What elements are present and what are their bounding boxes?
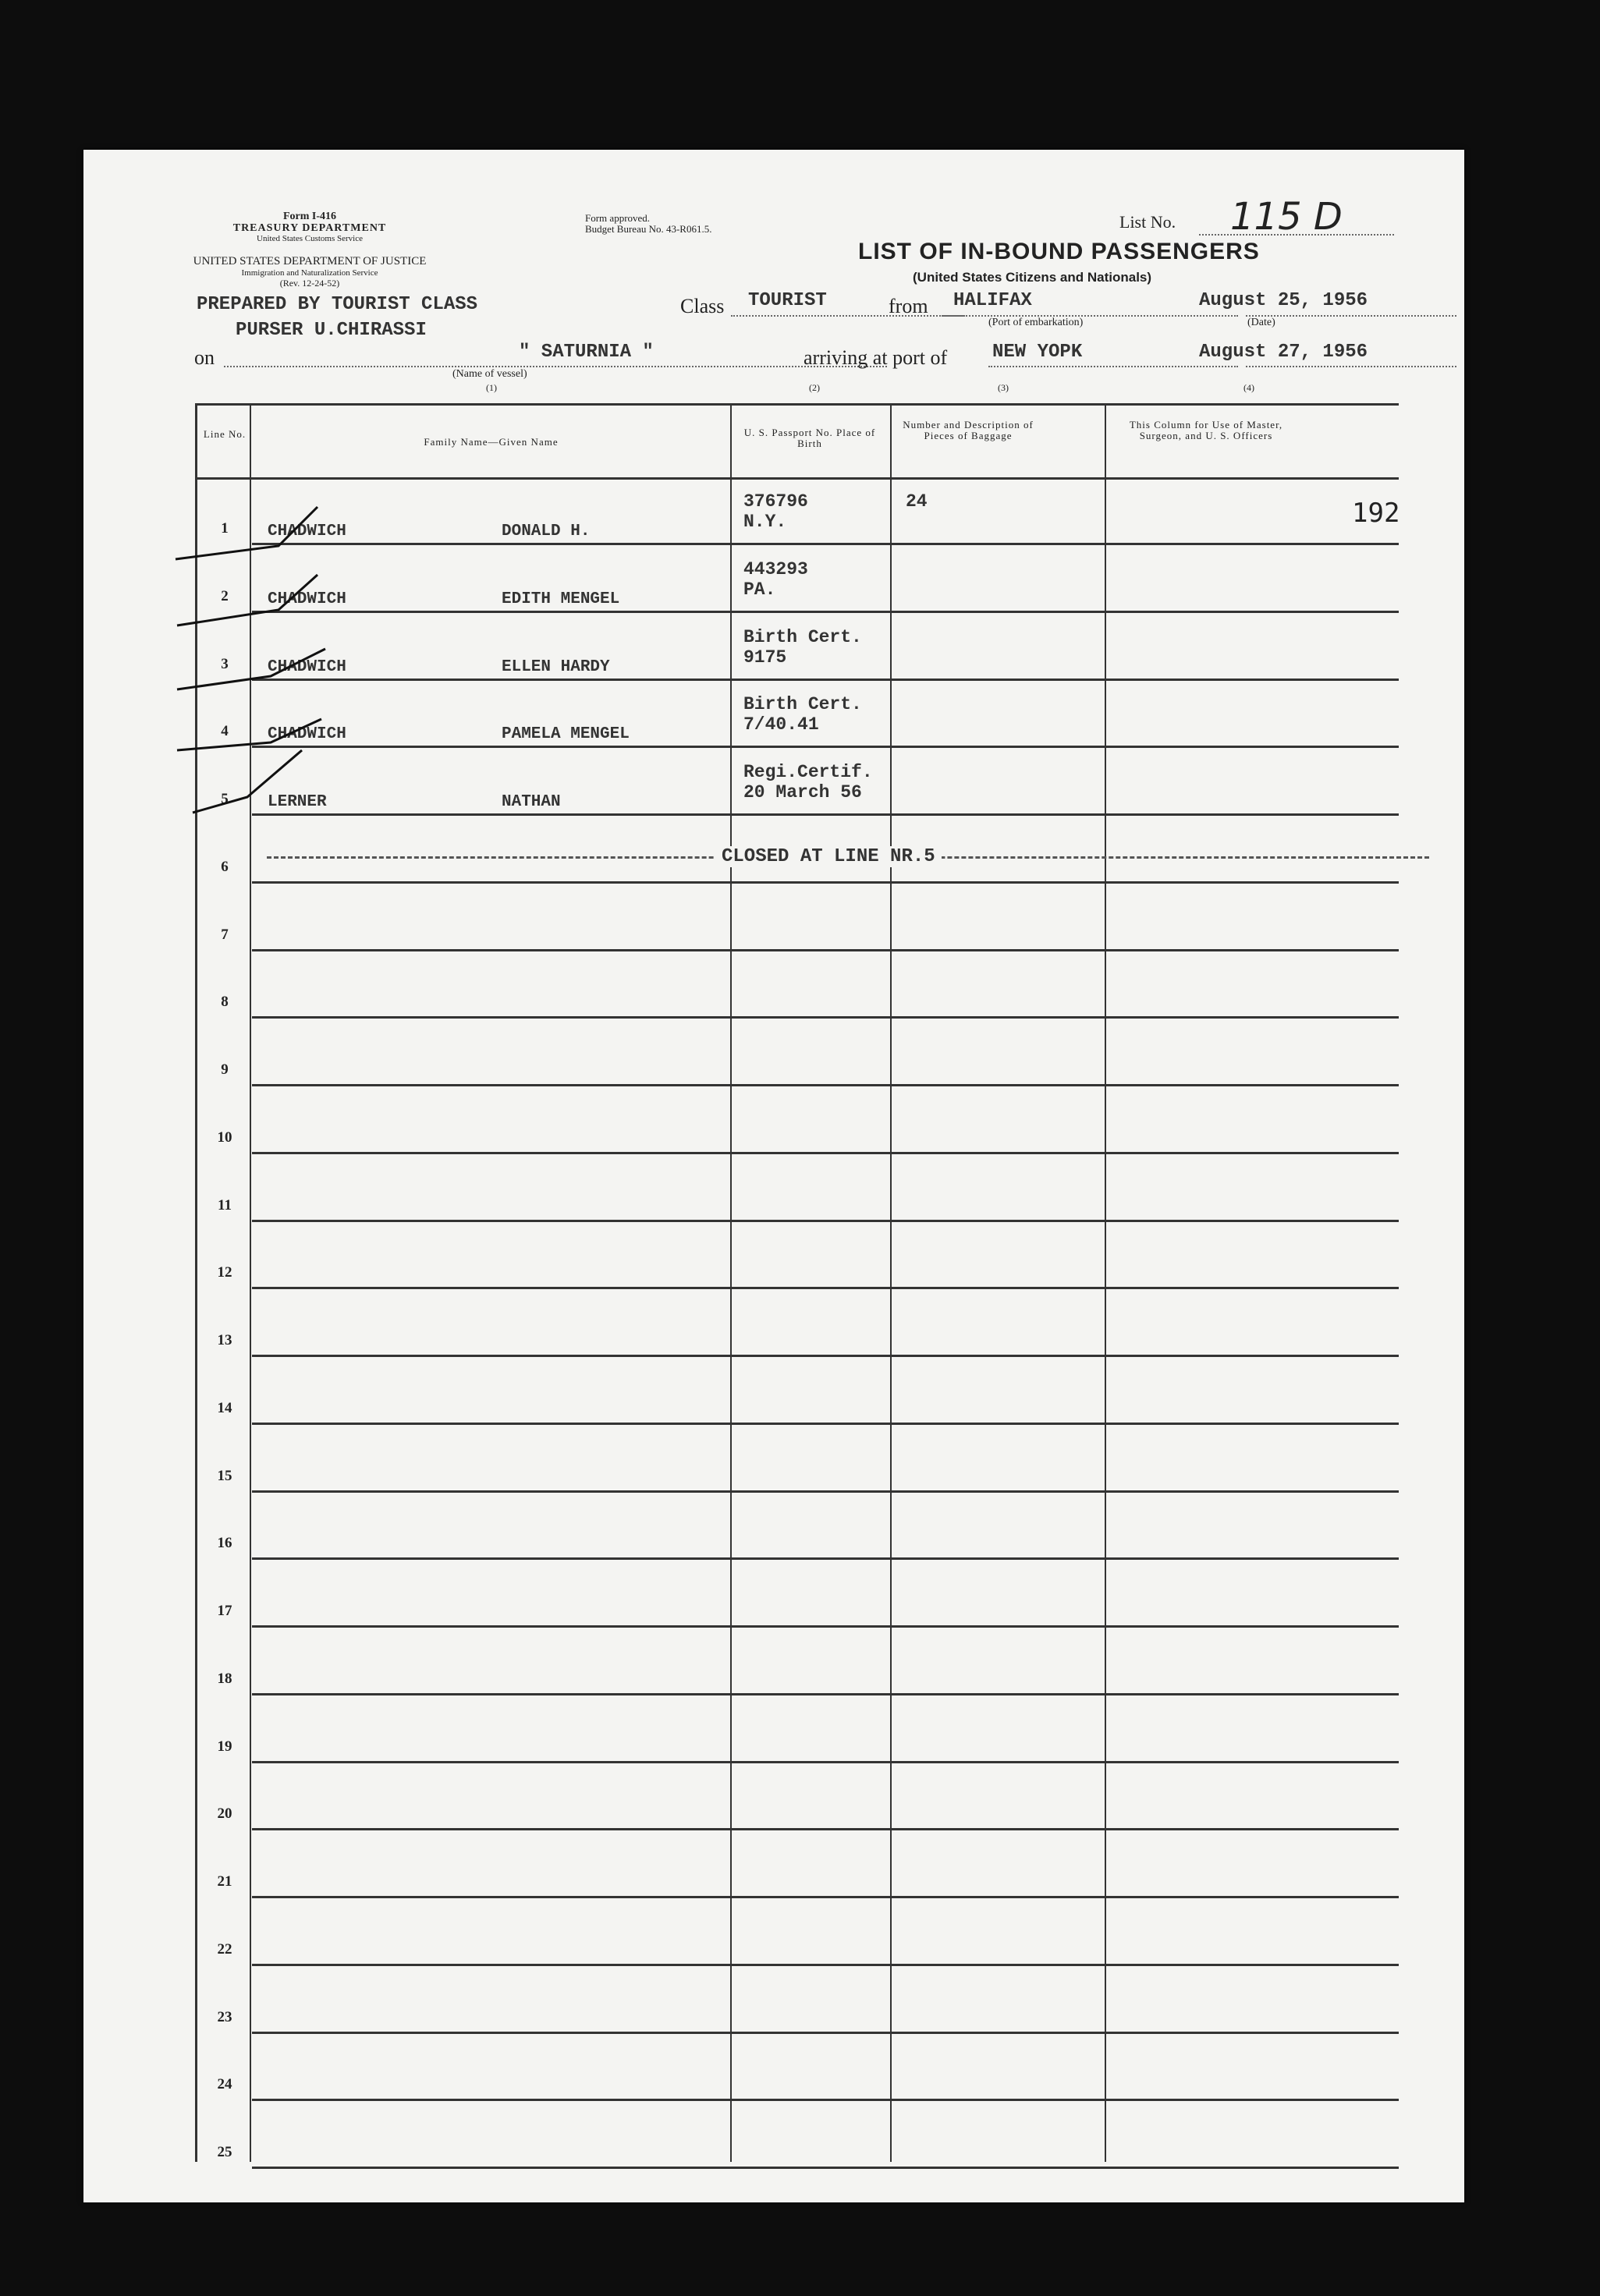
table-row <box>197 1560 1399 1628</box>
family-name: CHADWICH <box>268 725 346 744</box>
table-row <box>197 1830 1399 1898</box>
page-title: LIST OF IN-BOUND PASSENGERS <box>858 239 1260 264</box>
from-label: from <box>889 295 928 317</box>
line-number: 20 <box>217 1805 232 1823</box>
line-number: 14 <box>217 1399 232 1416</box>
ins-service: Immigration and Naturalization Service <box>241 268 378 278</box>
table-row <box>197 613 1399 681</box>
line-number: 10 <box>217 1129 232 1146</box>
arrival-date: August 27, 1956 <box>1199 342 1368 363</box>
line-number: 23 <box>217 2008 232 2025</box>
line-number: 16 <box>217 1535 232 1552</box>
class-value: TOURIST <box>748 290 827 311</box>
list-no-label: List No. <box>1119 212 1176 232</box>
line-number: 22 <box>217 1940 232 1958</box>
checkmark-icon <box>177 575 318 625</box>
table-header <box>197 406 1399 480</box>
line-number: 19 <box>217 1738 232 1755</box>
embark-port: HALIFAX <box>953 290 1032 311</box>
line-number: 24 <box>217 2076 232 2093</box>
table-row <box>197 1628 1399 1695</box>
given-name: NATHAN <box>502 793 561 811</box>
page-annotation: 192 <box>1352 498 1400 529</box>
line-number: 3 <box>221 655 229 672</box>
line-number: 6 <box>221 858 229 875</box>
table-row <box>197 884 1399 951</box>
col-ref-2: (2) <box>809 382 820 393</box>
baggage-count: 24 <box>906 491 928 512</box>
family-name: CHADWICH <box>268 657 346 676</box>
table-row <box>197 1086 1399 1154</box>
table-row <box>197 545 1399 613</box>
family-name: CHADWICH <box>268 523 346 540</box>
given-name: DONALD H. <box>502 523 591 540</box>
table-row <box>197 1154 1399 1222</box>
family-name: CHADWICH <box>268 590 346 608</box>
table-row <box>197 951 1399 1019</box>
col-line-no: Line No. <box>203 428 247 440</box>
table-row <box>197 2101 1399 2169</box>
form-approved: Form approved. <box>585 212 651 224</box>
table-row <box>197 1019 1399 1086</box>
place-of-birth: N.Y. <box>743 512 787 532</box>
line-number: 25 <box>217 2144 232 2160</box>
line-number: 5 <box>221 791 229 807</box>
given-name: ELLEN HARDY <box>502 657 610 676</box>
passenger-table <box>195 403 1399 2162</box>
passport-number: Regi.Certif. <box>743 762 873 782</box>
closed-at-line: CLOSED AT LINE NR.5 <box>715 846 942 867</box>
col-baggage: Number and Description of Pieces of Baggage <box>903 419 1034 441</box>
place-of-birth: PA. <box>743 579 776 600</box>
col-ref-3: (3) <box>998 382 1009 393</box>
line-number: 13 <box>217 1332 232 1348</box>
checkmark-icon <box>177 649 325 689</box>
col-passport: U. S. Passport No. Place of Birth <box>743 427 876 449</box>
col-ref-1: (1) <box>486 382 497 393</box>
line-number: 18 <box>217 1670 232 1687</box>
list-number: 115 D <box>1230 195 1343 239</box>
table-row <box>197 1357 1399 1425</box>
justice-dept: UNITED STATES DEPARTMENT OF JUSTICE <box>193 255 427 268</box>
table-row <box>197 1695 1399 1763</box>
given-name: EDITH MENGEL <box>502 590 620 608</box>
arrival-port: NEW YOPK <box>992 342 1083 363</box>
class-label: Class <box>680 295 725 317</box>
table-row <box>197 1221 1399 1289</box>
arriving-label: arriving at port of <box>804 346 948 369</box>
table-row <box>197 1492 1399 1560</box>
col-officers: This Column for Use of Master, Surgeon, and U. S. Officers <box>1129 419 1283 441</box>
line-number: 4 <box>221 723 229 740</box>
place-of-birth: 20 March 56 <box>743 782 862 803</box>
table-row <box>197 1898 1399 1966</box>
passport-number: Birth Cert. <box>743 694 862 715</box>
table-row <box>197 680 1399 748</box>
customs-service: United States Customs Service <box>257 234 363 243</box>
checkmark-icon <box>177 719 321 750</box>
passport-number: 443293 <box>743 558 808 579</box>
date-caption: (Date) <box>1247 317 1275 328</box>
line-number: 7 <box>221 926 229 943</box>
passport-number: 376796 <box>743 491 808 512</box>
passport-number: Birth Cert. <box>743 626 862 647</box>
line-number: 2 <box>221 587 229 604</box>
purser-name: PURSER U.CHIRASSI <box>236 320 427 341</box>
table-row <box>197 748 1399 816</box>
table-row <box>197 477 1399 545</box>
form-number: Form I-416 <box>282 211 337 222</box>
embark-caption: (Port of embarkation) <box>988 317 1084 328</box>
depart-date: August 25, 1956 <box>1199 290 1368 311</box>
line-number: 9 <box>221 1061 229 1078</box>
form-revision: (Rev. 12-24-52) <box>279 278 340 289</box>
on-label: on <box>194 346 215 369</box>
line-number: 1 <box>221 520 229 537</box>
treasury-dept: TREASURY DEPARTMENT <box>232 222 387 234</box>
family-name: LERNER <box>268 793 327 811</box>
checkmark-icon <box>176 507 318 559</box>
col-ref-4: (4) <box>1243 382 1254 393</box>
table-row <box>197 1966 1399 2034</box>
vessel-caption: (Name of vessel) <box>452 368 527 380</box>
prepared-by: PREPARED BY TOURIST CLASS <box>197 294 478 315</box>
table-row <box>197 1425 1399 1493</box>
page-subtitle: (United States Citizens and Nationals) <box>913 270 1152 285</box>
line-number: 11 <box>218 1196 232 1214</box>
table-row <box>197 1289 1399 1357</box>
place-of-birth: 9175 <box>743 647 787 668</box>
budget-bureau: Budget Bureau No. 43-R061.5. <box>585 223 712 235</box>
line-number: 21 <box>217 1873 232 1890</box>
line-number: 15 <box>217 1467 232 1484</box>
checkmarks-group <box>161 485 333 961</box>
given-name: PAMELA MENGEL <box>502 725 630 744</box>
col-name: Family Name—Given Name <box>424 436 559 448</box>
line-number: 12 <box>217 1264 232 1281</box>
manifest-page <box>83 150 1464 2202</box>
table-row <box>197 2033 1399 2101</box>
vessel-name: " SATURNIA " <box>519 342 654 363</box>
checkmark-icon <box>193 750 302 813</box>
table-row <box>197 1763 1399 1830</box>
place-of-birth: 7/40.41 <box>743 714 819 735</box>
line-number: 8 <box>221 994 229 1011</box>
line-number: 17 <box>217 1603 232 1619</box>
